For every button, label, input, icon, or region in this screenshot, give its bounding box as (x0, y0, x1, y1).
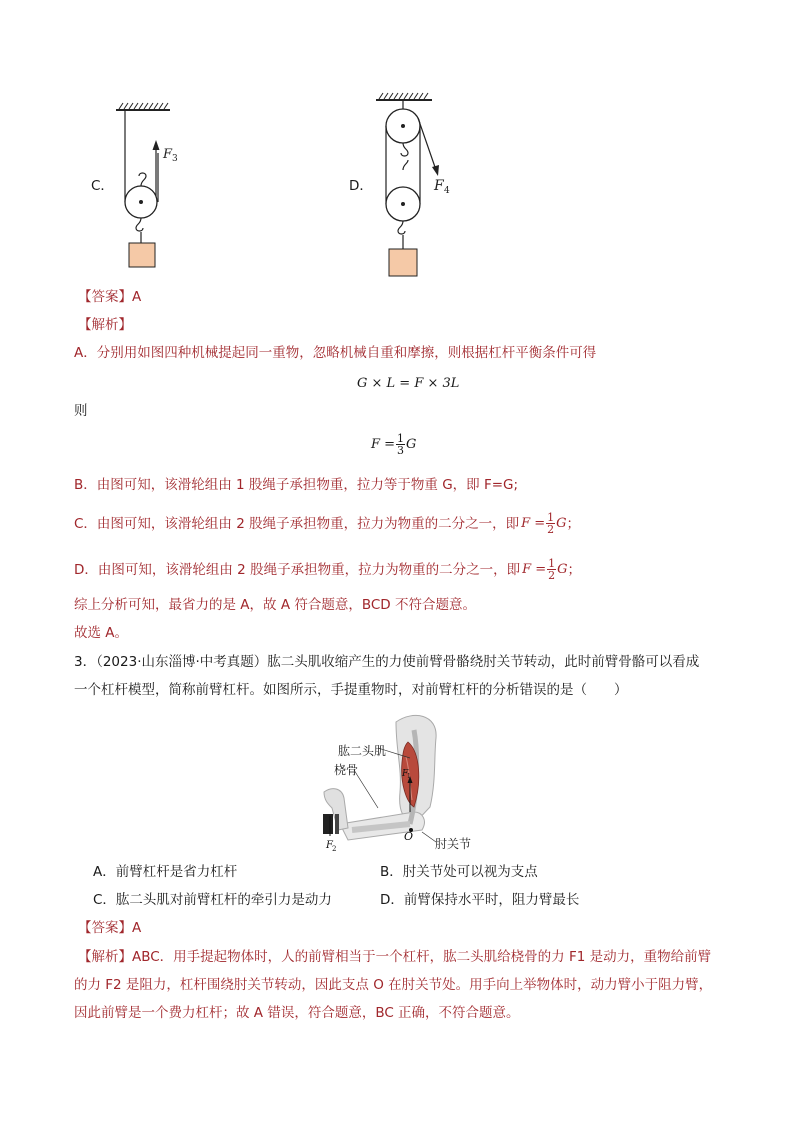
analysis-q3-line1: 【解析】ABC．用手提起物体时，人的前臂相当于一个杠杆，肱二头肌给桡骨的力 F1 是动力，重物给前臂 (78, 949, 712, 965)
q3-stem-line2: 一个杠杆模型，简称前臂杠杆。如图所示，手提重物时，对前臂杠杆的分析错误的是（ ） (74, 682, 628, 698)
option-c-label: C． (91, 178, 114, 194)
choose-line: 故选 A。 (74, 625, 129, 641)
summary-line: 综上分析可知，最省力的是 A，故 A 符合题意，BCD 不符合题意。 (74, 597, 476, 613)
q3-option-b: B．肘关节处可以视为支点 (380, 864, 538, 880)
analysis-line-c: C．由图可知，该滑轮组由 2 股绳子承担物重，拉力为物重的二分之一，即 F = $\frac{1}{2}$ G ； (74, 511, 581, 536)
svg-text:O: O (404, 830, 414, 843)
answer-q2: 【答案】A (78, 289, 142, 305)
option-d-label: D． (349, 178, 373, 194)
svg-text:F: F (402, 769, 409, 779)
q3-stem-line1: 3．（2023·山东淄博·中考真题）肱二头肌收缩产生的力使前臂骨骼绕肘关节转动，此时前臂骨骼可以看成 (74, 654, 700, 670)
force-label-f4: F (434, 178, 444, 194)
svg-text:F: F (326, 840, 333, 851)
label-elbow: 肘关节 (435, 837, 472, 851)
forearm-lever-figure (318, 712, 478, 852)
analysis-line-b: B．由图可知，该滑轮组由 1 股绳子承担物重，拉力等于物重 G，即 F=G; (74, 477, 519, 493)
svg-text:3: 3 (172, 154, 178, 164)
analysis-q3-line3: 因此前臂是一个费力杠杆；故 A 错误，符合题意，BC 正确，不符合题意。 (74, 1005, 520, 1021)
svg-text:1: 1 (407, 773, 411, 780)
svg-text:2: 2 (332, 845, 337, 852)
q3-option-c: C．肱二头肌对前臂杠杆的牵引力是动力 (93, 892, 332, 908)
svg-text:4: 4 (444, 186, 450, 196)
formula-third: F = $\frac{1}{3}$ G (371, 432, 417, 457)
label-radius: 桡骨 (334, 763, 359, 777)
analysis-line-d: D．由图可知，该滑轮组由 2 股绳子承担物重，拉力为物重的二分之一，即 F = $\frac{1}{2}$ G ； (74, 557, 582, 582)
force-label-f3: F (163, 147, 173, 162)
label-biceps: 肱二头肌 (338, 744, 387, 758)
pulley-diagram-d (370, 90, 480, 280)
then-word: 则 (74, 403, 88, 419)
formula-lever-balance: G × L = F × 3L (357, 376, 460, 391)
q3-option-a: A．前臂杠杆是省力杠杆 (93, 864, 238, 880)
analysis-line-a: A．分别用如图四种机械提起同一重物，忽略机械自重和摩擦，则根据杠杆平衡条件可得 (74, 345, 597, 361)
analysis-q3-line2: 的力 F2 是阻力，杠杆围绕肘关节转动，因此支点 O 在肘关节处。用手向上举物体时，动力臂小于阻力臂， (74, 977, 713, 993)
analysis-label-q2: 【解析】 (78, 317, 132, 333)
q3-option-d: D．前臂保持水平时，阻力臂最长 (380, 892, 580, 908)
pulley-diagram-c (108, 98, 218, 273)
answer-q3: 【答案】A (78, 920, 142, 936)
